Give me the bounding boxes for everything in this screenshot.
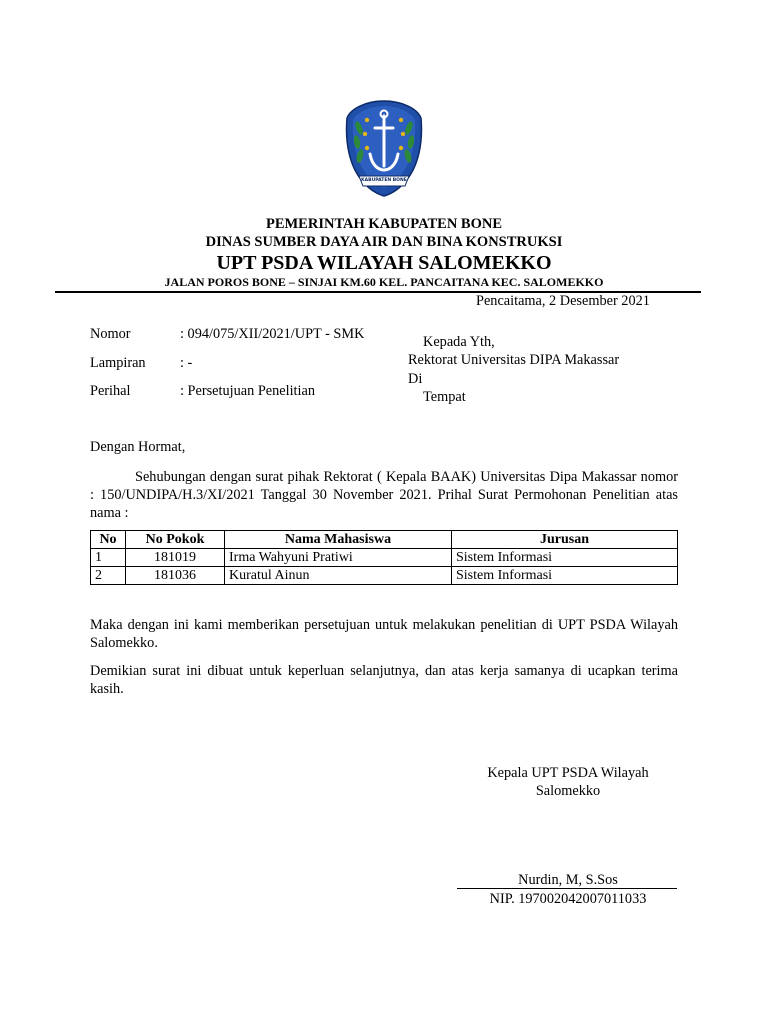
signature-underline <box>457 888 677 889</box>
signature-title-line2: Salomekko <box>535 783 601 799</box>
letterhead-unit: UPT PSDA WILAYAH SALOMEKKO <box>216 252 552 274</box>
header-no-pokok: No Pokok <box>126 531 225 549</box>
greeting: Dengan Hormat, <box>90 439 186 455</box>
table-header-row <box>91 531 678 549</box>
row-nama: Irma Wahyuni Pratiwi <box>225 549 452 567</box>
student-table <box>90 530 678 585</box>
signature-title-line1: Kepala UPT PSDA Wilayah <box>487 765 649 781</box>
nomor-value: : 094/075/XII/2021/UPT - SMK <box>180 326 365 342</box>
recipient-institution: Rektorat Universitas DIPA Makassar <box>408 352 620 368</box>
perihal-label: Perihal <box>90 383 131 399</box>
table-row <box>91 567 678 585</box>
row-no-pokok: 181019 <box>126 549 225 567</box>
recipient-place: Tempat <box>423 389 466 405</box>
recipient-di: Di <box>408 371 423 387</box>
lampiran-label: Lampiran <box>90 355 146 371</box>
paragraph-closing: Demikian surat ini dibuat untuk keperluan selanjutnya, dan atas kerja samanya di ucapkan terima kasih. <box>90 663 678 697</box>
signatory-nip: NIP. 197002042007011033 <box>489 891 647 907</box>
nomor-label: Nomor <box>90 326 131 342</box>
row-no: 2 <box>91 567 126 585</box>
row-no-pokok: 181036 <box>126 567 225 585</box>
row-no: 1 <box>91 549 126 567</box>
recipient-salutation: Kepada Yth, <box>423 334 495 350</box>
letterhead-government: PEMERINTAH KABUPATEN BONE <box>265 216 503 232</box>
signatory-name: Nurdin, M, S.Sos <box>518 872 618 888</box>
paragraph-approval: Maka dengan ini kami memberikan persetujuan untuk melakukan penelitian di UPT PSDA Wilayah Salomekko. <box>90 617 678 651</box>
letterhead-address: JALAN POROS BONE – SINJAI KM.60 KEL. PANCAITANA KEC. SALOMEKKO <box>164 275 604 289</box>
letterhead-department: DINAS SUMBER DAYA AIR DAN BINA KONSTRUKSI <box>205 234 563 250</box>
header-nama-mahasiswa: Nama Mahasiswa <box>225 531 452 549</box>
paragraph-intro: Sehubungan dengan surat pihak Rektorat ( Kepala BAAK) Universitas Dipa Makassar nomor : 150/UNDIPA/H.3/XI/2021 Tanggal 30 November 2021. Prihal Surat Permohonan Penelitian atas nama : <box>90 469 678 521</box>
letter-date: Pencaitama, 2 Desember 2021 <box>476 293 650 309</box>
logo-ribbon-text: KABUPATEN BONE <box>361 178 407 183</box>
row-jurusan: Sistem Informasi <box>452 549 678 567</box>
table-row <box>91 549 678 567</box>
row-nama: Kuratul Ainun <box>225 567 452 585</box>
kabupaten-bone-logo <box>343 98 425 198</box>
lampiran-value: : - <box>180 355 193 371</box>
header-no: No <box>91 531 126 549</box>
perihal-value: : Persetujuan Penelitian <box>180 383 315 399</box>
header-jurusan: Jurusan <box>452 531 678 549</box>
row-jurusan: Sistem Informasi <box>452 567 678 585</box>
